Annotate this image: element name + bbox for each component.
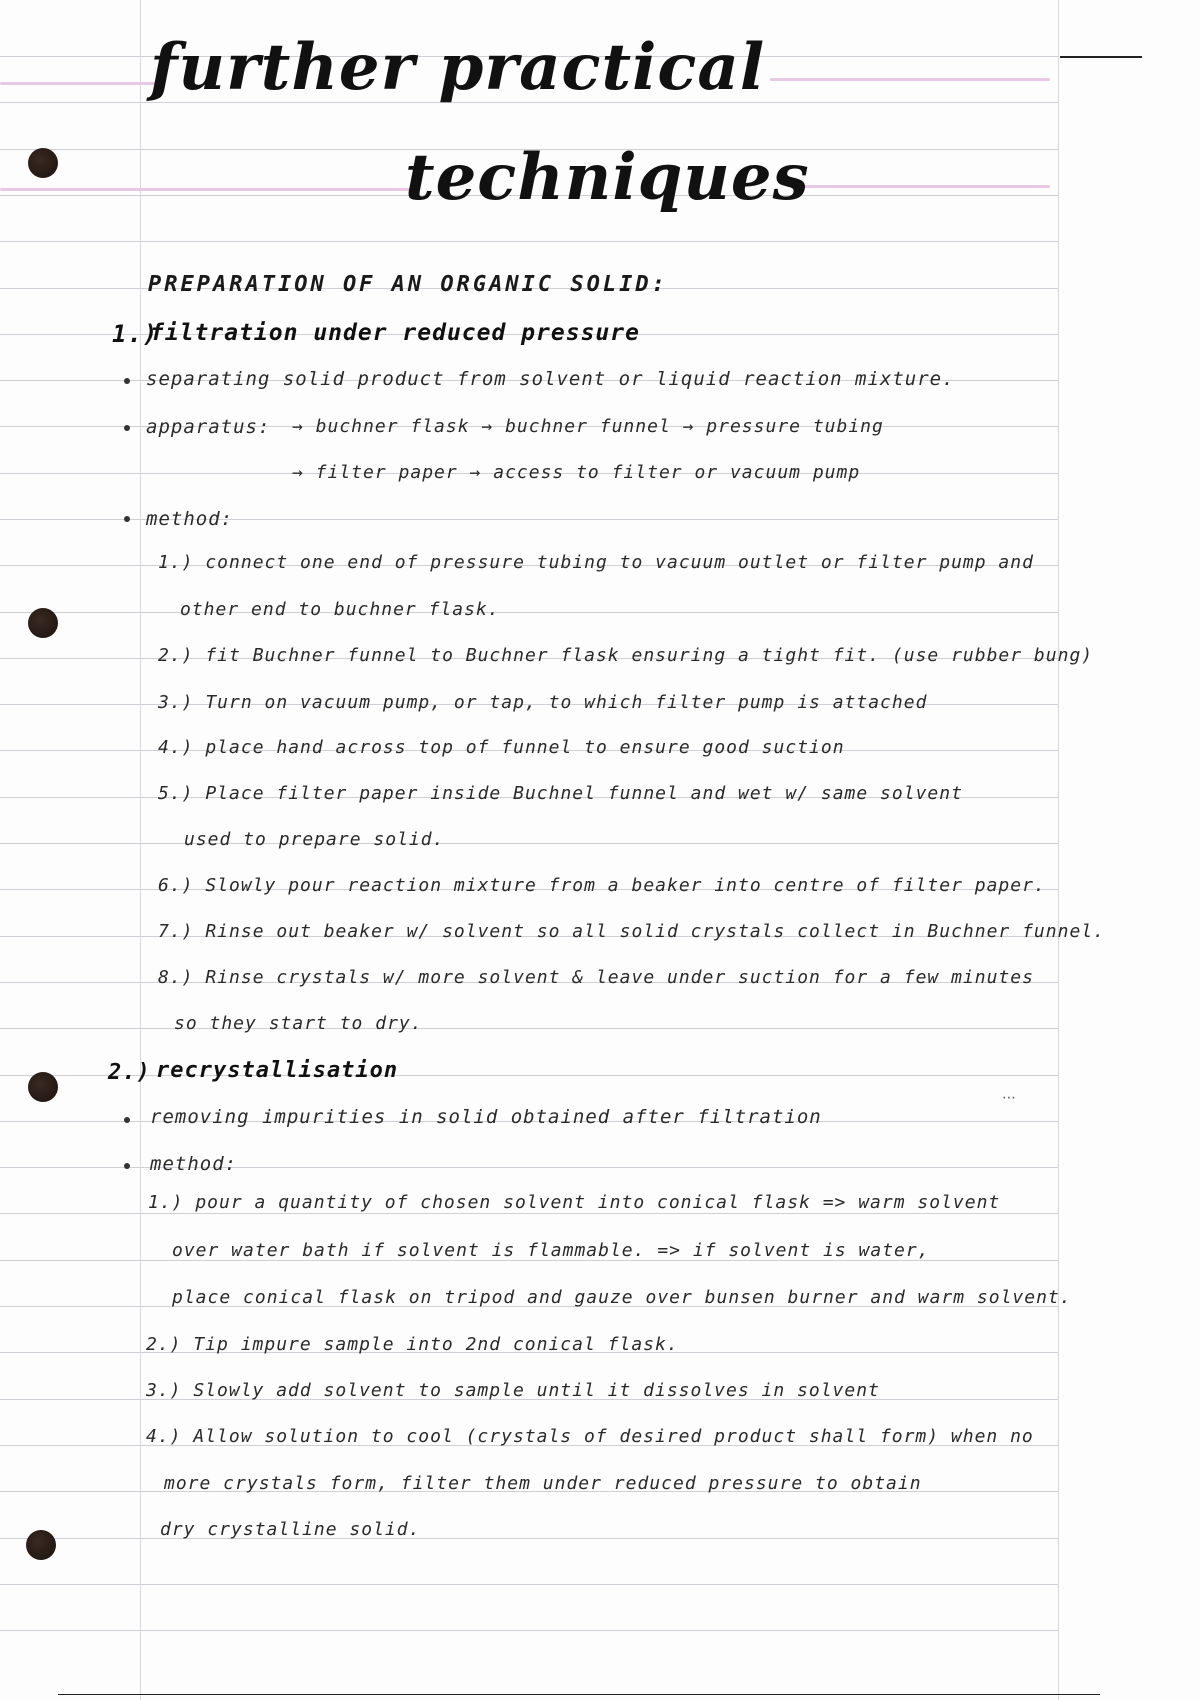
ruled-line xyxy=(0,1028,1058,1029)
step-line: 6.) Slowly pour reaction mixture from a beaker into centre of filter paper. xyxy=(158,875,1046,896)
bottom-rule xyxy=(58,1694,1100,1695)
corner-mark xyxy=(1060,56,1142,58)
section-1-number: 1.) xyxy=(112,320,159,348)
section-2-purpose: removing impurities in solid obtained after filtration xyxy=(150,1106,822,1128)
highlight-stroke xyxy=(770,78,1050,81)
step-line: 7.) Rinse out beaker w/ solvent so all solid crystals collect in Buchner funnel. xyxy=(158,921,1105,942)
step-line: 3.) Turn on vacuum pump, or tap, to which filter pump is attached xyxy=(158,692,928,713)
step-line: dry crystalline solid. xyxy=(160,1519,421,1540)
title-line-2: techniques xyxy=(405,140,810,215)
step-line: 4.) Allow solution to cool (crystals of desired product shall form) when no xyxy=(146,1426,1034,1447)
title-line-1: further practical xyxy=(150,30,766,105)
stray-marks: ⋯ xyxy=(1002,1090,1016,1106)
ruled-line xyxy=(0,1213,1058,1214)
margin-line xyxy=(140,0,141,1700)
step-line: 1.) pour a quantity of chosen solvent into conical flask => warm solvent xyxy=(148,1192,1001,1213)
step-line: other end to buchner flask. xyxy=(180,599,500,620)
section-1-purpose: separating solid product from solvent or liquid reaction mixture. xyxy=(146,368,955,390)
method-label: method: xyxy=(146,508,234,530)
step-line: place conical flask on tripod and gauze over bunsen burner and warm solvent. xyxy=(172,1287,1072,1308)
highlight-stroke xyxy=(0,82,160,85)
step-line: over water bath if solvent is flammable. => if solvent is water, xyxy=(172,1240,930,1261)
step-line: 2.) Tip impure sample into 2nd conical flask. xyxy=(146,1334,679,1355)
step-line: used to prepare solid. xyxy=(184,829,445,850)
step-line: more crystals form, filter them under reduced pressure to obtain xyxy=(164,1473,922,1494)
bullet xyxy=(124,425,130,431)
apparatus-label: apparatus: xyxy=(146,416,271,438)
step-line: so they start to dry. xyxy=(174,1013,423,1034)
step-line: 8.) Rinse crystals w/ more solvent & leave under suction for a few minutes xyxy=(158,967,1034,988)
ruled-line xyxy=(0,612,1058,613)
method-label: method: xyxy=(150,1153,238,1175)
punch-hole xyxy=(28,608,58,638)
margin-line xyxy=(1058,0,1059,1700)
section-2-number: 2.) xyxy=(108,1060,151,1085)
ruled-line xyxy=(0,1584,1058,1585)
bullet xyxy=(124,1117,130,1123)
bullet xyxy=(124,516,130,522)
step-line: 4.) place hand across top of funnel to ensure good suction xyxy=(158,737,845,758)
highlight-stroke xyxy=(0,188,420,191)
bullet xyxy=(124,378,130,384)
punch-hole xyxy=(28,148,58,178)
punch-hole xyxy=(28,1072,58,1102)
step-line: 3.) Slowly add solvent to sample until it dissolves in solvent xyxy=(146,1380,880,1401)
apparatus-line-2: → filter paper → access to filter or vacuum pump xyxy=(292,462,861,483)
bullet xyxy=(124,1163,130,1169)
section-1-title: filtration under reduced pressure xyxy=(150,320,640,346)
ruled-line xyxy=(0,241,1058,242)
step-line: 1.) connect one end of pressure tubing to vacuum outlet or filter pump and xyxy=(158,552,1034,573)
section-2-title: recrystallisation xyxy=(156,1058,399,1083)
punch-hole xyxy=(26,1530,56,1560)
highlight-stroke xyxy=(800,185,1050,188)
apparatus-line-1: → buchner flask → buchner funnel → pressure tubing xyxy=(292,416,884,437)
ruled-line xyxy=(0,843,1058,844)
ruled-line xyxy=(0,1630,1058,1631)
step-line: 2.) fit Buchner funnel to Buchner flask ensuring a tight fit. (use rubber bung) xyxy=(158,645,1094,666)
section-heading: PREPARATION OF AN ORGANIC SOLID: xyxy=(148,272,668,297)
step-line: 5.) Place filter paper inside Buchnel funnel and wet w/ same solvent xyxy=(158,783,963,804)
ruled-line xyxy=(0,1538,1058,1539)
